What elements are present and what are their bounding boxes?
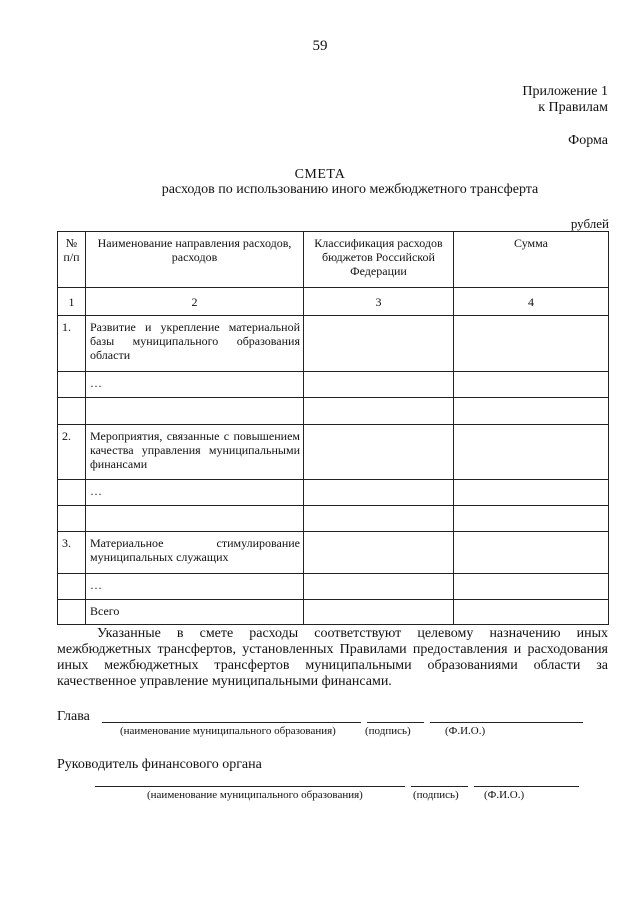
form-label: Форма (568, 133, 608, 148)
row-name (86, 506, 304, 532)
header-name: Наименование направления расходов, расходов (86, 232, 304, 288)
row-classification (304, 600, 454, 625)
row-number (58, 506, 86, 532)
table-index-row (58, 288, 609, 316)
header-number: № п/п (58, 232, 86, 288)
table-row (58, 372, 609, 398)
caption-name: (Ф.И.О.) (484, 789, 525, 801)
row-name-total: Всего (86, 600, 304, 625)
table-row (58, 398, 609, 425)
row-sum (454, 532, 609, 574)
table-header-row (58, 232, 609, 288)
row-number: 2. (58, 425, 86, 480)
caption-signature: (подпись) (413, 789, 459, 801)
appendix-line-2: к Правилам (538, 100, 608, 115)
row-sum (454, 600, 609, 625)
signature-finance-label: Руководитель финансового органа (57, 757, 262, 772)
signature-line[interactable] (411, 786, 468, 787)
row-sum (454, 398, 609, 425)
appendix-line-1: Приложение 1 (522, 84, 608, 99)
appendix-reference (522, 84, 608, 116)
row-sum (454, 506, 609, 532)
row-number (58, 372, 86, 398)
row-name: Мероприятия, связанные с повышением качества управления муниципальными финансами (86, 425, 304, 480)
row-name: … (86, 574, 304, 600)
caption-signature: (подпись) (365, 725, 411, 737)
row-number (58, 398, 86, 425)
row-classification (304, 506, 454, 532)
table-row (58, 574, 609, 600)
table-row (58, 425, 609, 480)
row-name (86, 398, 304, 425)
row-classification (304, 574, 454, 600)
row-sum (454, 372, 609, 398)
municipality-line[interactable] (95, 786, 405, 787)
row-name: … (86, 372, 304, 398)
table-row (58, 316, 609, 372)
index-cell: 2 (86, 288, 304, 316)
row-name: … (86, 480, 304, 506)
row-name: Развитие и укрепление материальной базы муниципального образования области (86, 316, 304, 372)
currency-unit: рублей (570, 216, 609, 231)
municipality-line[interactable] (102, 722, 361, 723)
table-row (58, 532, 609, 574)
estimate-table (57, 231, 609, 625)
signature-line[interactable] (367, 722, 424, 723)
index-cell: 1 (58, 288, 86, 316)
row-classification (304, 372, 454, 398)
caption-municipality: (наименование муниципального образования) (147, 789, 363, 801)
row-number (58, 574, 86, 600)
document-subtitle: расходов по использованию иного межбюджетного трансферта (161, 182, 539, 197)
row-sum (454, 425, 609, 480)
row-sum (454, 316, 609, 372)
row-classification (304, 480, 454, 506)
table-row-total (58, 600, 609, 625)
row-name: Материальное стимулирование муниципальных служащих (86, 532, 304, 574)
header-sum: Сумма (454, 232, 609, 288)
index-cell: 4 (454, 288, 609, 316)
table-row (58, 506, 609, 532)
row-sum (454, 574, 609, 600)
row-number: 3. (58, 532, 86, 574)
signature-head-label: Глава (57, 709, 90, 724)
index-cell: 3 (304, 288, 454, 316)
caption-name: (Ф.И.О.) (445, 725, 486, 737)
row-classification (304, 532, 454, 574)
row-number (58, 600, 86, 625)
page-number: 59 (312, 38, 328, 54)
header-classification: Классификация расходов бюджетов Российской Федерации (304, 232, 454, 288)
name-line[interactable] (430, 722, 583, 723)
conformity-statement: Указанные в смете расходы соответствуют целевому назначению иных межбюджетных трансфертов, установленных Правилами предоставления и расходования иных межбюджетных трансфертов муниципальными образованиями области за качественное управление муниципальными финансами. (57, 626, 608, 689)
row-number (58, 480, 86, 506)
document-title: СМЕТА (294, 167, 346, 182)
name-line[interactable] (474, 786, 579, 787)
row-classification (304, 316, 454, 372)
row-classification (304, 398, 454, 425)
row-classification (304, 425, 454, 480)
caption-municipality: (наименование муниципального образования) (120, 725, 336, 737)
row-sum (454, 480, 609, 506)
table-row (58, 480, 609, 506)
row-number: 1. (58, 316, 86, 372)
